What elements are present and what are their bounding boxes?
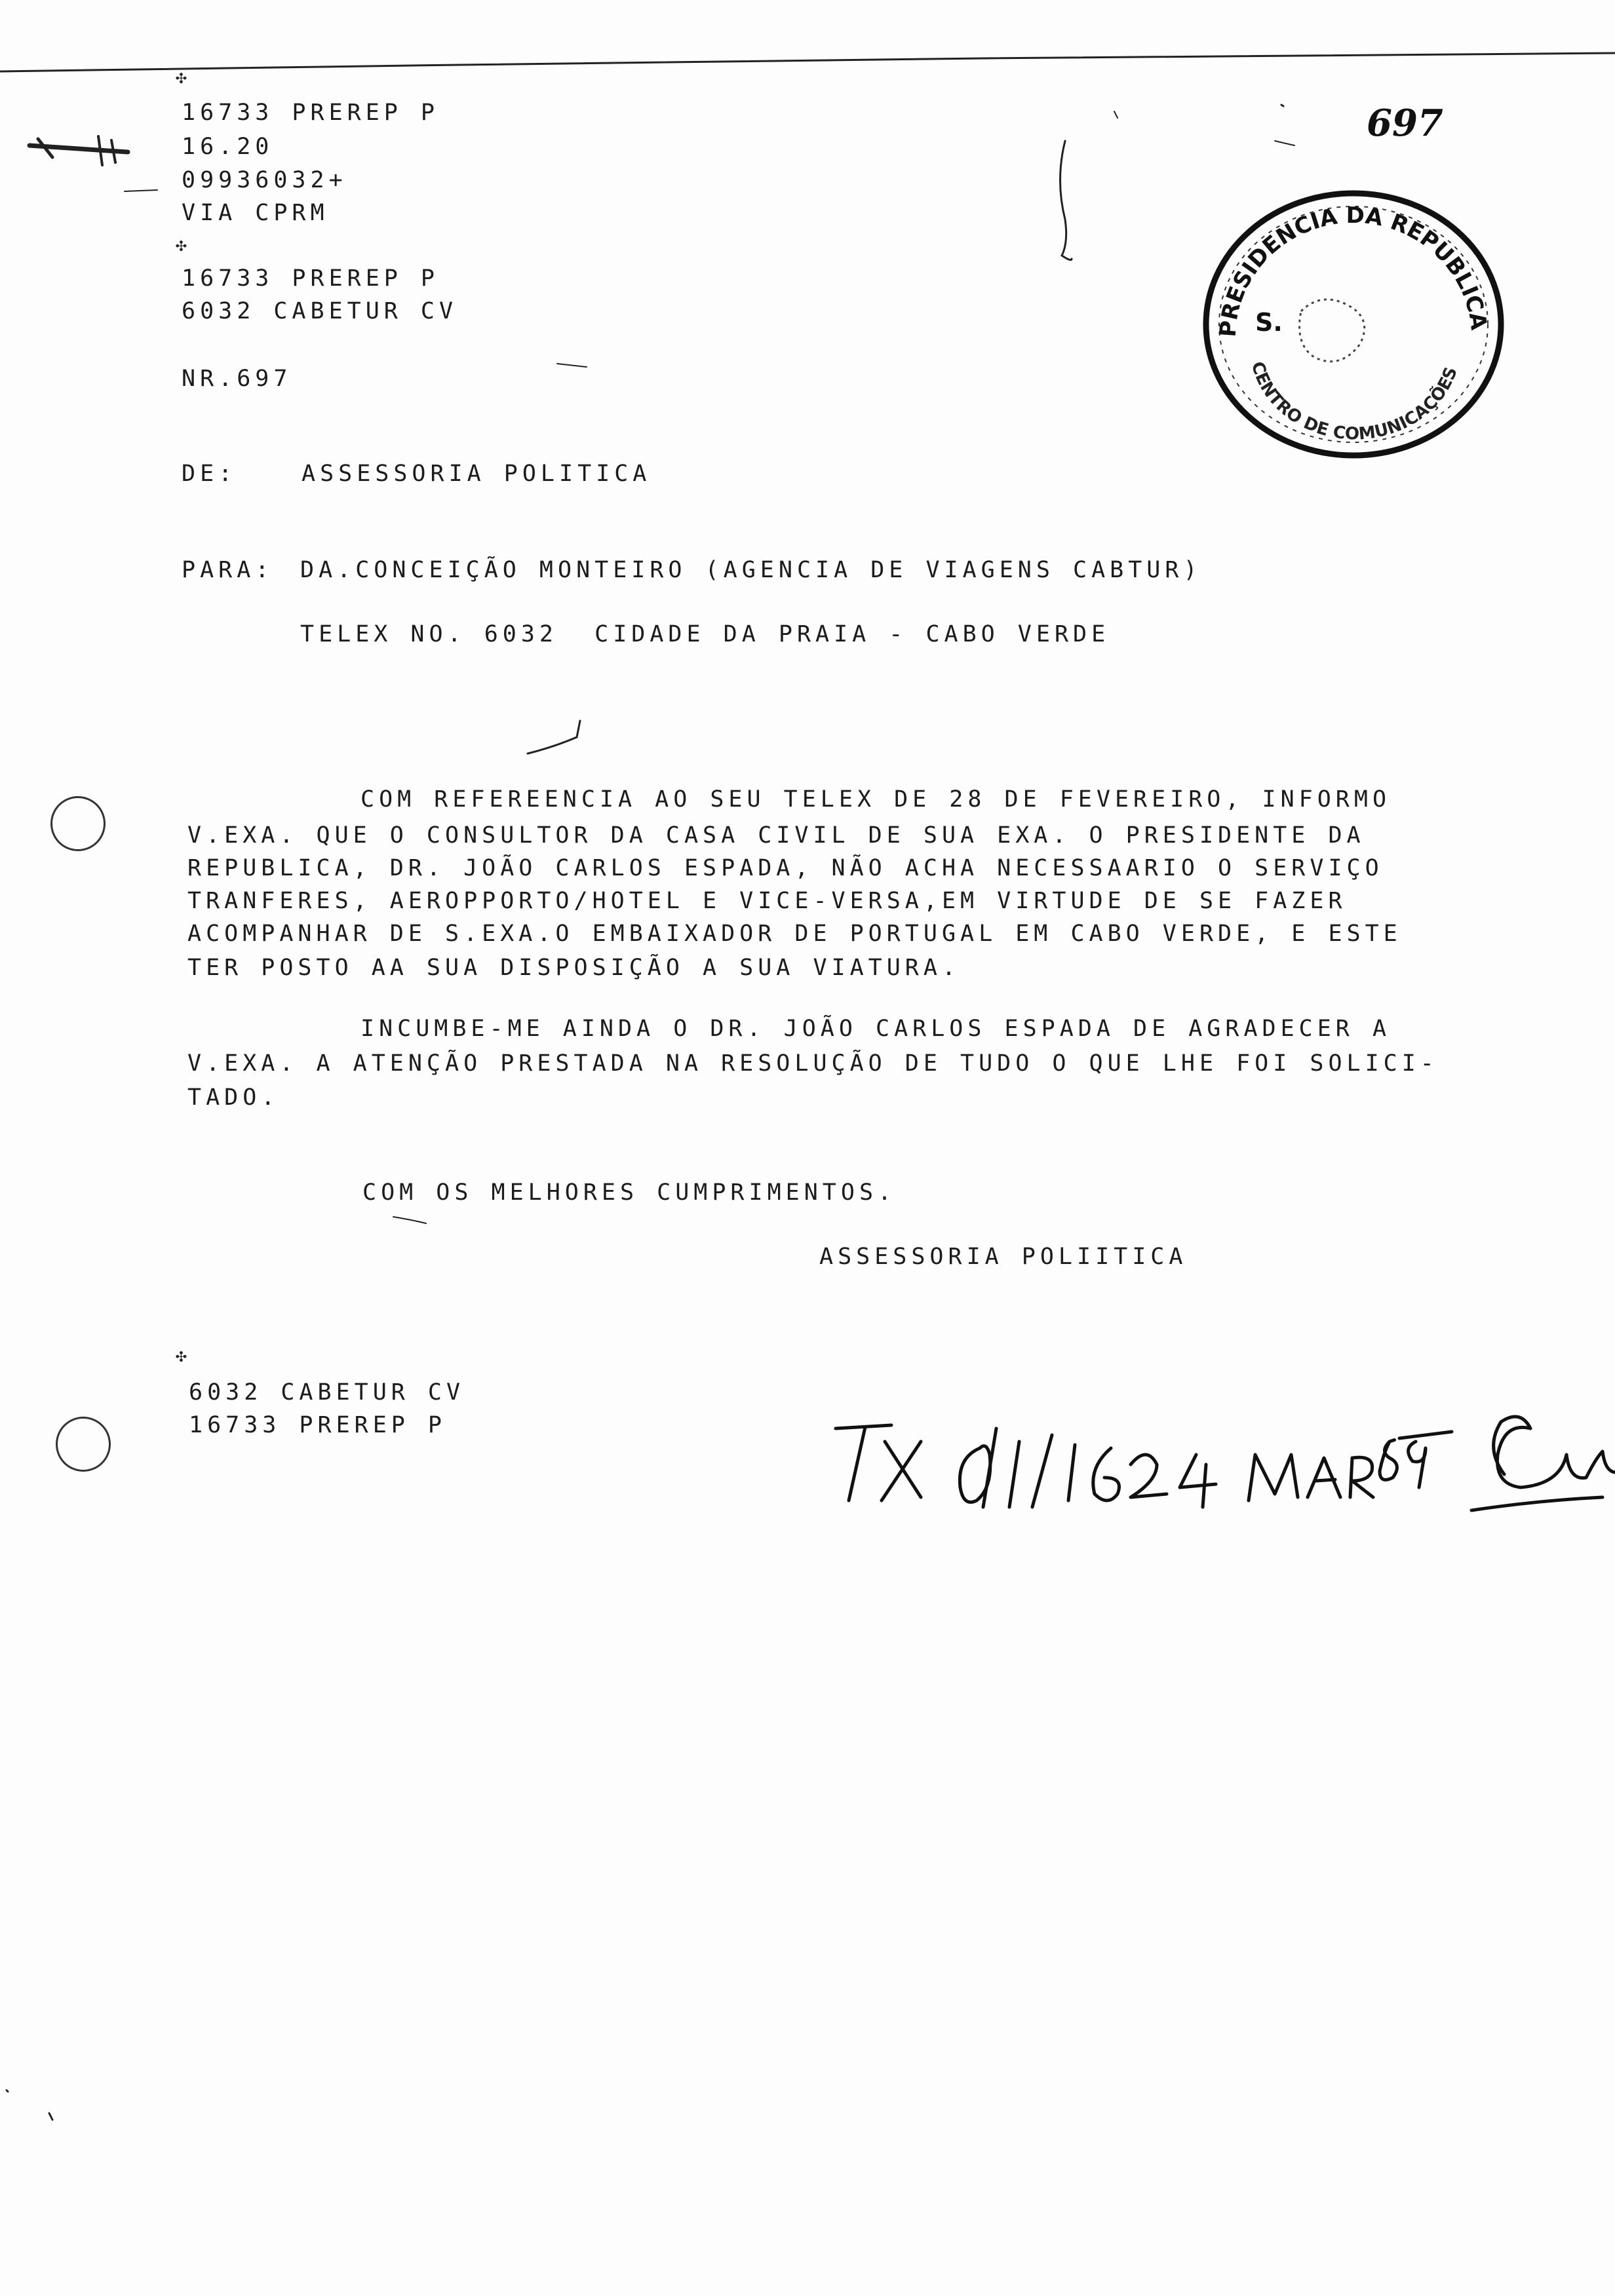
telex-line: TELEX NO. 6032 CIDADE DA PRAIA - CABO VERDE <box>300 621 1110 647</box>
header-line-4: VIA CPRM <box>182 200 329 226</box>
paragraph-1-line-1: COM REFEREENCIA AO SEU TELEX DE 28 DE FEVEREIRO, INFORMO <box>360 786 1391 813</box>
paragraph-2-line-3: TADO. <box>187 1084 280 1111</box>
message-number: NR.697 <box>182 366 292 392</box>
paragraph-1-line-6: TER POSTO AA SUA DISPOSIÇÃO A SUA VIATURA. <box>187 955 961 981</box>
to-value: DA.CONCEIÇÃO MONTEIRO (AGENCIA DE VIAGENS CABTUR) <box>300 557 1202 583</box>
footer-line-2: 16733 PREREP P <box>189 1412 447 1438</box>
footer-cross-mark: ✣ <box>176 1345 187 1366</box>
paragraph-1-line-5: ACOMPANHAR DE S.EXA.O EMBAIXADOR DE PORTUGAL EM CABO VERDE, E ESTE <box>187 921 1402 947</box>
page-top-edge-line <box>0 49 1615 75</box>
signature-line: ASSESSORIA POLIITICA <box>819 1244 1188 1270</box>
presidency-stamp <box>1190 167 1517 472</box>
page-number: 697 <box>1367 102 1443 145</box>
from-value: ASSESSORIA POLITICA <box>302 461 652 487</box>
header-line-3: 09936032+ <box>182 167 347 193</box>
stamp-center-letter: S. <box>1255 308 1283 337</box>
header-line-1: 16733 PREREP P <box>182 100 440 126</box>
closing-line: COM OS MELHORES CUMPRIMENTOS. <box>362 1179 897 1206</box>
from-label: DE: <box>182 461 237 487</box>
paragraph-1-line-3: REPUBLICA, DR. JOÃO CARLOS ESPADA, NÃO ACHA NECESSAARIO O SERVIÇO <box>187 855 1384 881</box>
punch-hole-upper <box>50 796 106 851</box>
punch-hole-lower <box>56 1417 111 1472</box>
paragraph-1-line-4: TRANFERES, AEROPPORTO/HOTEL E VICE-VERSA,EM VIRTUDE DE SE FAZER <box>187 888 1347 914</box>
paragraph-2-line-2: V.EXA. A ATENÇÃO PRESTADA NA RESOLUÇÃO DE TUDO O QUE LHE FOI SOLICI- <box>187 1050 1439 1077</box>
to-label: PARA: <box>182 557 274 583</box>
paragraph-1-line-2: V.EXA. QUE O CONSULTOR DA CASA CIVIL DE SUA EXA. O PRESIDENTE DA <box>187 822 1365 849</box>
header-cross-mark: ✣ <box>176 66 187 88</box>
header-line-5: 16733 PREREP P <box>182 265 440 292</box>
svg-text:CENTRO DE COMUNICAÇÕES: CENTRO DE COMUNICAÇÕES <box>1247 359 1462 444</box>
paragraph-2-line-1: INCUMBE-ME AINDA O DR. JOÃO CARLOS ESPADA DE AGRADECER A <box>360 1016 1391 1042</box>
header-cross-mark-2: ✣ <box>176 234 187 256</box>
handwritten-reference-note <box>823 1402 1615 1527</box>
header-line-2: 16.20 <box>182 134 274 160</box>
footer-line-1: 6032 CABETUR CV <box>189 1379 465 1406</box>
header-line-6: 6032 CABETUR CV <box>182 298 458 324</box>
svg-text:PRESIDENCIA DA REPUBLICA: PRESIDENCIA DA REPUBLICA <box>1215 202 1492 338</box>
